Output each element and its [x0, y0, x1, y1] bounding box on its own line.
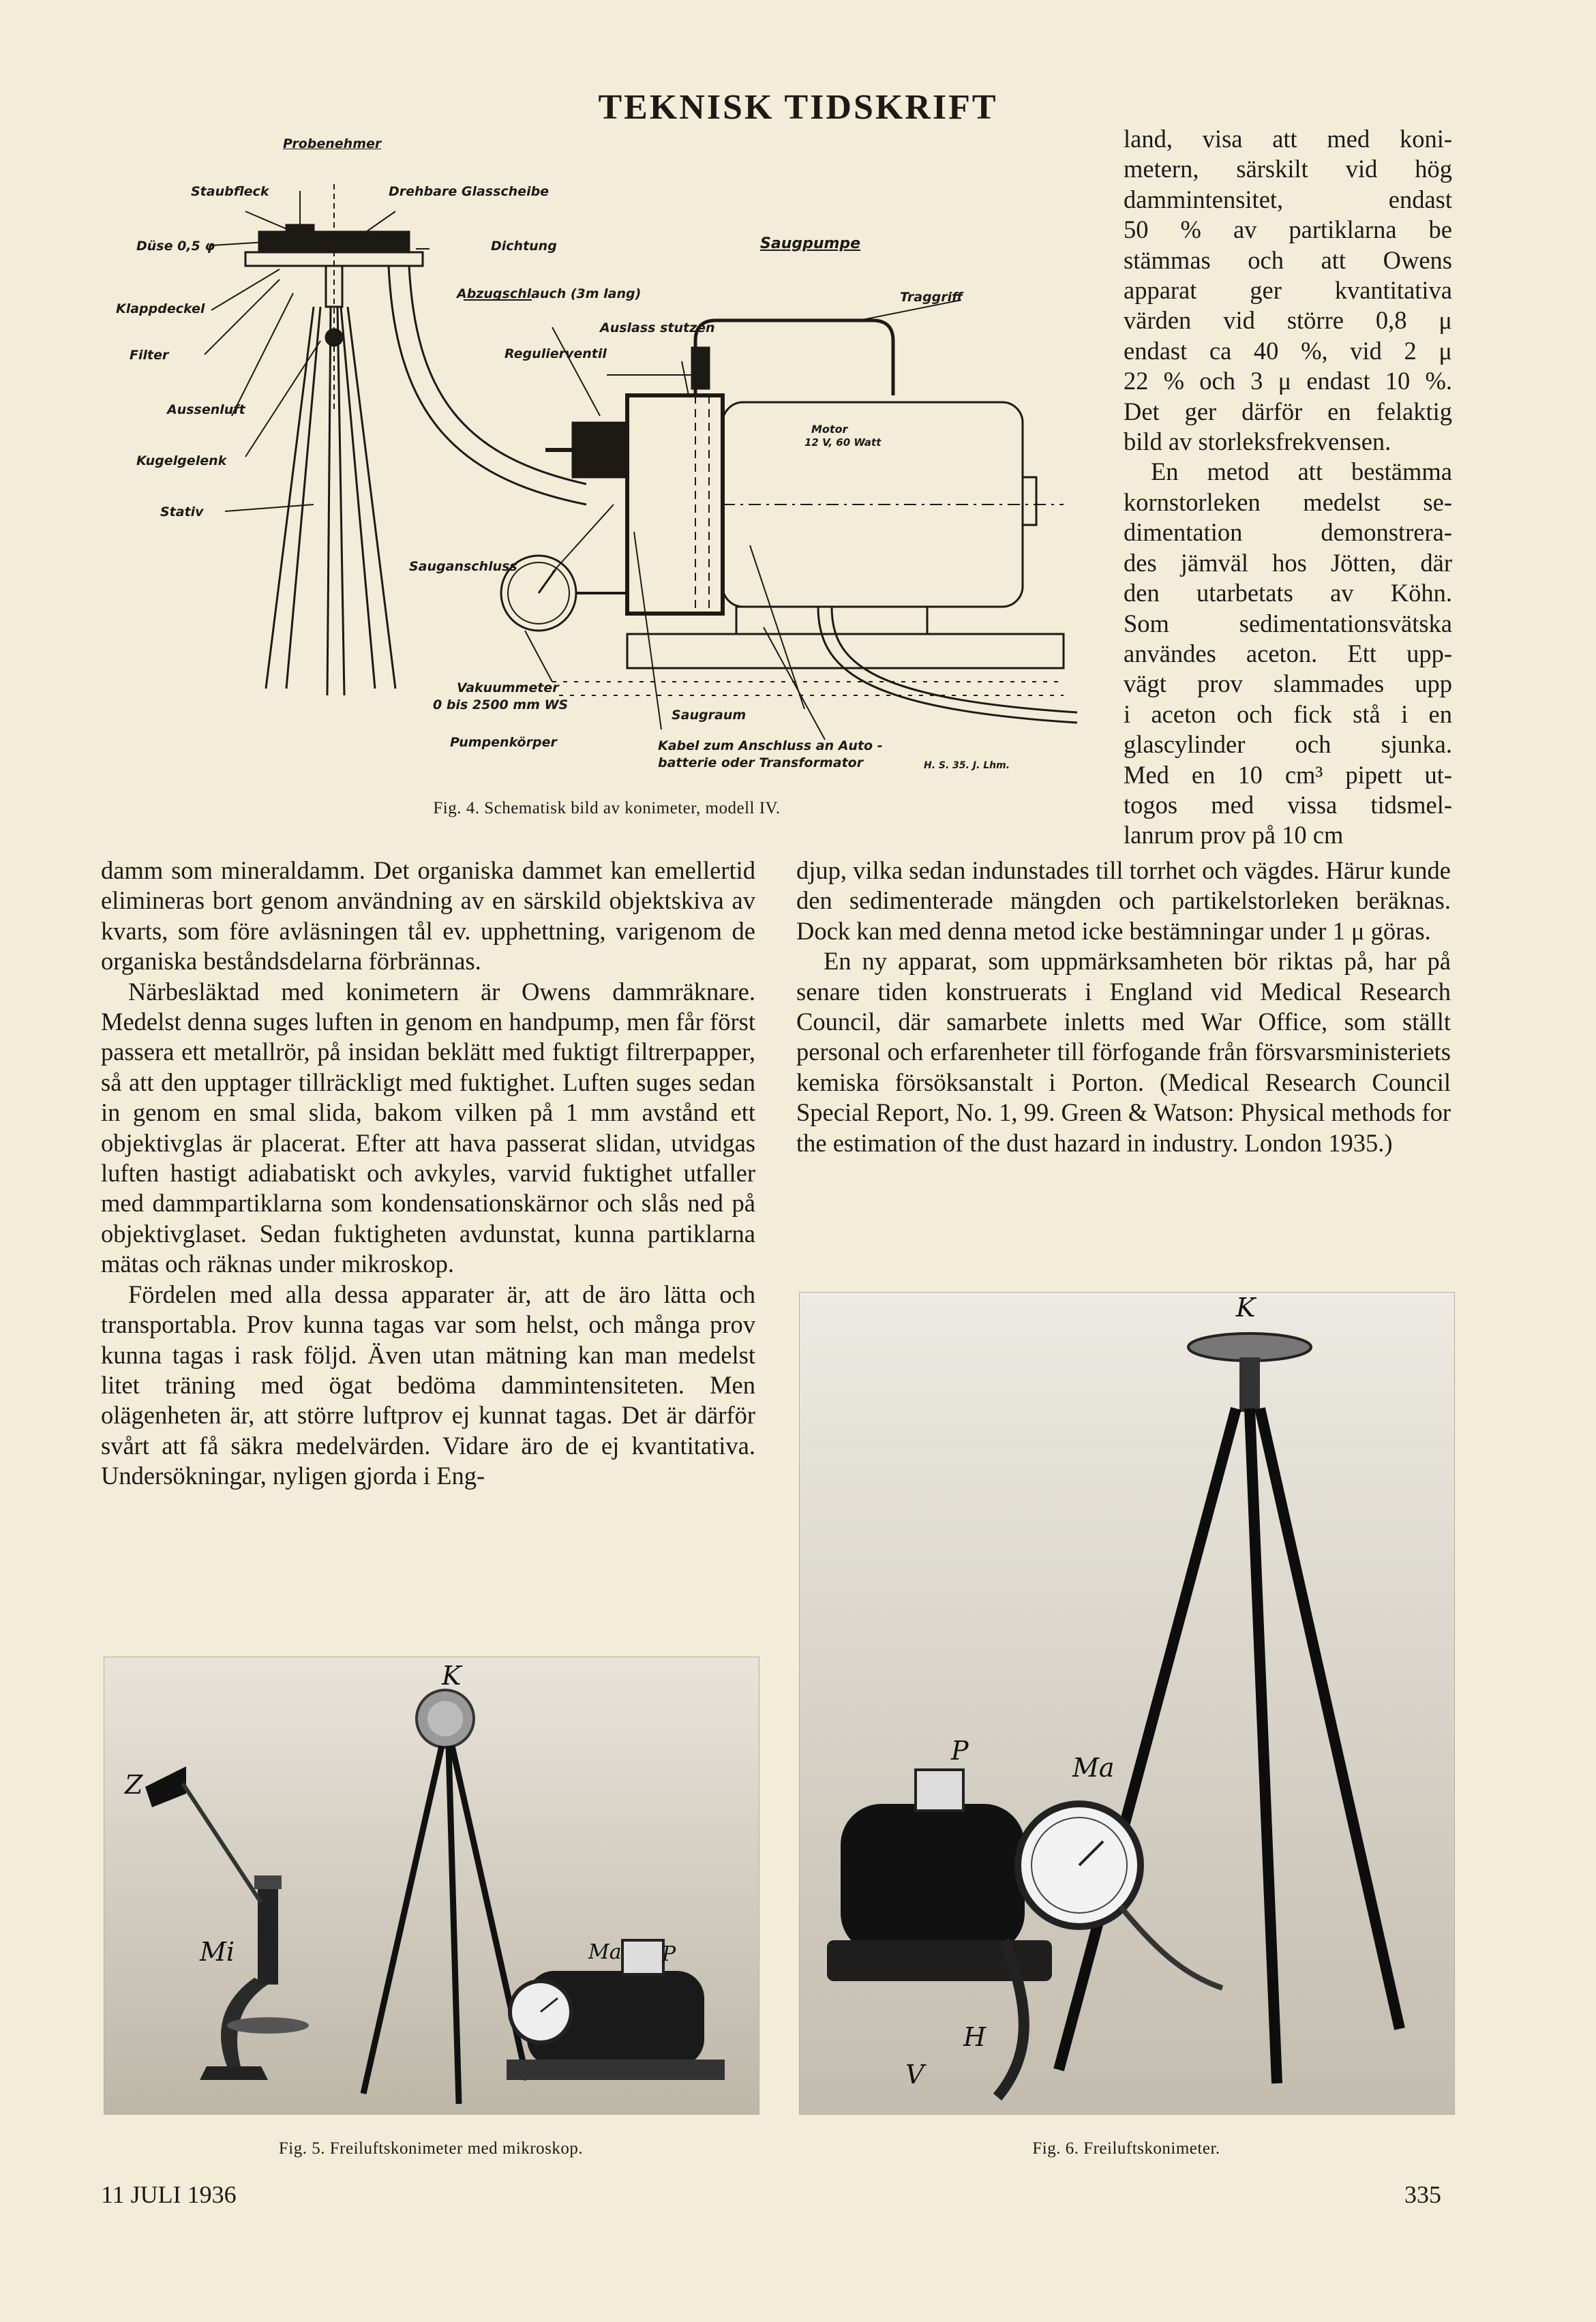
- label-kabel: Kabel zum Anschluss an Auto -: [658, 738, 883, 753]
- photo-label-mi: Mi: [200, 1937, 235, 1967]
- right-top-line: i aceton och fick stå i en: [1124, 699, 1452, 728]
- right-top-line: metern, särskilt vid hög: [1124, 155, 1452, 183]
- label-regulierventil: Regulierventil: [505, 346, 607, 361]
- label-motor: Motor: [811, 423, 848, 436]
- right-top-line: endast ca 40 %, vid 2 μ: [1124, 336, 1452, 365]
- label-drehbare-glasscheibe: Drehbare Glasscheibe: [389, 184, 549, 199]
- right-top-line: togos med vissa tidsmel-: [1124, 790, 1452, 819]
- label-probenehmer: Probenehmer: [283, 136, 382, 151]
- label-vakuummeter: Vakuummeter: [457, 680, 559, 695]
- journal-title: TEKNISK TIDSKRIFT: [598, 88, 998, 127]
- label-duse: Düse 0,5 φ: [136, 239, 215, 254]
- photo-label-ma: Ma: [588, 1940, 622, 1964]
- figure-6-photo: [799, 1292, 1455, 2115]
- right-top-column: [1124, 124, 1452, 851]
- label-aussenluft: Aussenluft: [167, 402, 245, 417]
- right-top-line: bild av storleksfrekvensen.: [1124, 427, 1391, 456]
- label-filter: Filter: [130, 348, 169, 363]
- figure-4-diagram: [109, 123, 1098, 791]
- right-top-line: apparat ger kvantitativa: [1124, 276, 1452, 305]
- right-top-line: dimentation demonstrera-: [1124, 518, 1452, 547]
- artist-signature: H. S. 35. J. Lhm.: [924, 760, 1010, 771]
- left-paragraph-1: damm som mineraldamm. Det organiska dammet kan emellertid elimineras bort genom användning av en särskild objektskiva av kvarts, som före avläsningen tål ev. upphettning, varigenom de organiska beståndsdelarna förbrännas.: [101, 856, 755, 976]
- label-kabel-2: batterie oder Transformator: [658, 755, 864, 770]
- right-top-line: värden vid större 0,8 μ: [1124, 306, 1452, 335]
- photo-label-z: Z: [125, 1770, 143, 1800]
- right-top-line: land, visa att med koni-: [1124, 125, 1452, 153]
- right-top-line: dammintensitet, endast: [1124, 185, 1452, 213]
- label-klappdeckel: Klappdeckel: [116, 301, 205, 316]
- right-top-line: Som sedimentationsvätska: [1124, 609, 1452, 637]
- label-vakuum-range: 0 bis 2500 mm WS: [433, 697, 569, 712]
- right-top-line: lanrum prov på 10 cm: [1124, 821, 1344, 849]
- right-top-line: den utarbetats av Köhn.: [1124, 579, 1452, 607]
- right-top-line: Det ger därför en felaktig: [1124, 397, 1452, 425]
- page-number: 335: [1404, 2181, 1441, 2208]
- right-top-line: 22 % och 3 μ endast 10 %.: [1124, 367, 1452, 395]
- photo-label-h: H: [963, 2022, 987, 2052]
- right-column: [796, 856, 1451, 1158]
- photo-label-k: K: [442, 1661, 462, 1691]
- left-paragraph-3: Fördelen med alla dessa apparater är, att de äro lätta och transportabla. Prov kunna tagas var som helst, och många prov kunna tagas i rask följd. Även utan mätning kan man medelst litet träning med ögat bedöma dammintensiteten. Men olägenheten är, att större luftprov ej kunnat tagas. Det är därför svårt att få säkra medelvärden. Vidare äro de ej kvantitativa. Undersökningar, nyligen gjorda i Eng-: [101, 1280, 755, 1490]
- label-sauganschluss: Sauganschluss: [409, 559, 517, 574]
- photo-label-k: K: [1236, 1293, 1256, 1323]
- right-top-line: Med en 10 cm³ pipett ut-: [1124, 760, 1452, 789]
- label-pumpenkorper: Pumpenkörper: [450, 735, 557, 750]
- label-abzugschlauch: Abzugschlauch (3m lang): [457, 286, 642, 301]
- right-top-line: glascylinder och sjunka.: [1124, 730, 1452, 759]
- photo-label-ma: Ma: [1072, 1753, 1115, 1783]
- figure-5-caption: Fig. 5. Freiluftskonimeter med mikroskop.: [278, 2139, 584, 2158]
- label-auslass-stutzen: Auslass stutzen: [600, 320, 715, 335]
- right-top-line: 50 % av partiklarna be: [1124, 215, 1452, 244]
- right-top-line: vägt prov slammades upp: [1124, 669, 1452, 698]
- right-top-line: En metod att bestämma: [1151, 457, 1452, 486]
- label-traggriff: Traggriff: [900, 290, 963, 305]
- right-top-line: des jämväl hos Jötten, där: [1124, 548, 1452, 577]
- left-column: [101, 856, 755, 1492]
- label-kugelgelenk: Kugelgelenk: [136, 453, 227, 468]
- label-motor-spec: 12 V, 60 Watt: [804, 436, 882, 449]
- label-dichtung: Dichtung: [491, 239, 557, 254]
- label-staubfleck: Staubfleck: [191, 184, 269, 199]
- right-top-line: kornstorleken medelst se-: [1124, 487, 1452, 516]
- right-paragraph-2: En ny apparat, som uppmärksamheten bör riktas på, har på senare tiden konstruerats i England vid Medical Research Council, där samarbete inletts med War Office, som ställt personal och erfarenheter till förfogande från försvarsministeriets kemiska försöksanstalt i Porton. (Medical Research Council Special Report, No. 1, 99. Green & Watson: Physical methods for the estimation of the dust hazard in industry. London 1935.): [796, 947, 1451, 1157]
- figure-6-caption: Fig. 6. Freiluftskonimeter.: [1032, 2139, 1220, 2158]
- right-top-line: användes aceton. Ett upp-: [1124, 639, 1452, 667]
- figure-5-photo: [104, 1657, 759, 2115]
- label-saugraum: Saugraum: [672, 708, 747, 723]
- left-paragraph-2: Närbesläktad med konimetern är Owens dammräknare. Medelst denna suges luften in genom en handpump, men får först passera ett metallrör, på insidan beklätt med fuktigt filtrerpapper, så att den upptager tillräckligt med fuktighet. Luften suges sedan in genom en smal slida, bakom vilken på 1 mm avstånd ett objektivglas är placerat. Efter att hava passerat slidan, utvidgas luften hastigt adiabatiskt och avkyles, varvid fuktighet utfaller med dammpartiklarna som kondensationskärnor och slås ned på objektivglaset. Sedan fuktigheten avdunstat, kunna partiklarna mätas och räknas under mikroskop.: [101, 977, 755, 1278]
- konimeter-schematic: [109, 123, 1098, 791]
- label-stativ: Stativ: [160, 504, 204, 519]
- issue-date: 11 JULI 1936: [101, 2181, 237, 2208]
- label-saugpumpe: Saugpumpe: [760, 235, 861, 252]
- photo-label-p: P: [951, 1736, 969, 1766]
- photo-label-p: P: [662, 1942, 676, 1966]
- right-paragraph-1: djup, vilka sedan indunstades till torrhet och vägdes. Härur kunde den sedimenterade mängden och partikelstorleken beräknas. Dock kan med denna metod icke bestämningar under 1 μ göras.: [796, 856, 1451, 945]
- photo-label-v: V: [905, 2060, 924, 2090]
- right-top-line: stämmas och att Owens: [1124, 245, 1452, 274]
- konimeter-microscope-illustration: [104, 1657, 759, 2114]
- konimeter-tripod-illustration: [800, 1293, 1454, 2114]
- figure-4-caption: Fig. 4. Schematisk bild av konimeter, modell IV.: [433, 799, 781, 817]
